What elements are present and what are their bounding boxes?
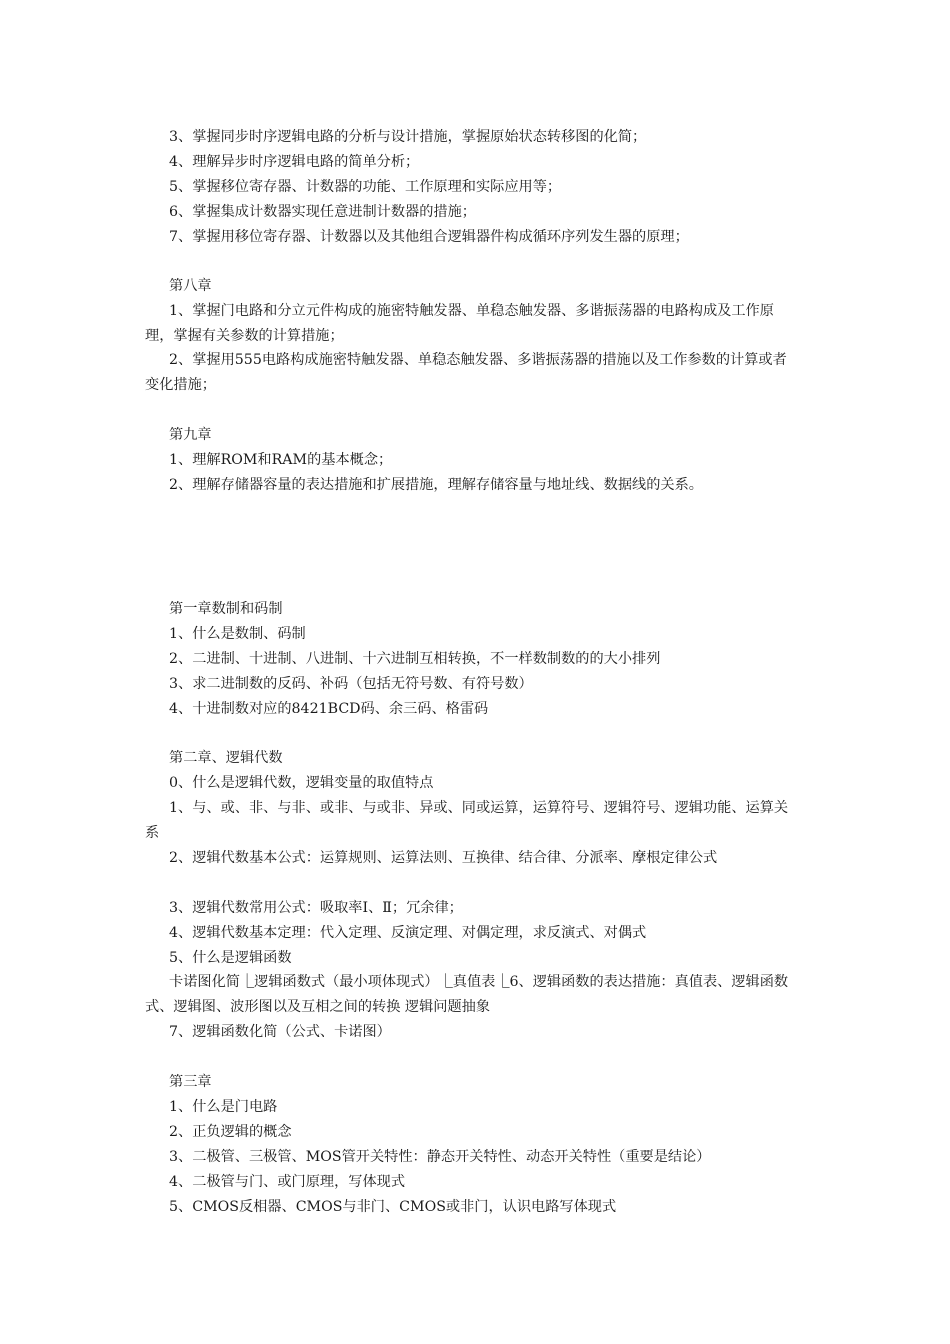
ch8-item-2: 2、掌握用555电路构成施密特触发器、单稳态触发器、多谐振荡器的措施以及工作参数的计算或者变化措施； bbox=[145, 352, 787, 393]
ch1-item-3: 3、求二进制数的反码、补码（包括无符号数、有符号数） bbox=[169, 676, 533, 692]
ch2-item-5: 5、什么是逻辑函数 bbox=[169, 950, 292, 966]
ch9-item-1: 1、理解ROM和RAM的基本概念； bbox=[169, 452, 393, 468]
ch3-heading: 第三章 bbox=[169, 1074, 212, 1090]
ch8-heading: 第八章 bbox=[169, 278, 212, 294]
ch3-item-5: 5、CMOS反相器、CMOS与非门、CMOS或非门，认识电路写体现式 bbox=[169, 1199, 617, 1215]
ch1-item-4: 4、十进制数对应的8421BCD码、余三码、格雷码 bbox=[169, 701, 489, 717]
ch9-item-2: 2、理解存储器容量的表达措施和扩展措施，理解存储容量与地址线、数据线的关系。 bbox=[169, 477, 703, 493]
ch1-heading: 第一章数制和码制 bbox=[169, 601, 283, 617]
ch9-heading: 第九章 bbox=[169, 427, 212, 443]
ch2-item-7: 7、逻辑函数化简（公式、卡诺图） bbox=[169, 1024, 391, 1040]
ch2-item-1: 1、与、或、非、与非、或非、与或非、异或、同或运算，运算符号、逻辑符号、逻辑功能、运算关系 bbox=[145, 800, 789, 841]
ch2-item-6: 卡诺图化简⎿逻辑函数式（最小项体现式）⎿真值表⎿6、逻辑函数的表达措施：真值表、逻辑函数式、逻辑图、波形图以及互相之间的转换 逻辑问题抽象 bbox=[145, 974, 789, 1015]
ch2-item-3: 3、逻辑代数常用公式：吸取率Ⅰ、Ⅱ；冗余律； bbox=[169, 900, 463, 916]
ch7-item-6: 6、掌握集成计数器实现任意进制计数器的措施； bbox=[169, 204, 476, 220]
ch2-item-0: 0、什么是逻辑代数，逻辑变量的取值特点 bbox=[169, 775, 434, 791]
ch7-item-5: 5、掌握移位寄存器、计数器的功能、工作原理和实际应用等； bbox=[169, 179, 562, 195]
ch7-item-3: 3、掌握同步时序逻辑电路的分析与设计措施，掌握原始状态转移图的化简； bbox=[169, 129, 647, 145]
ch2-item-2: 2、逻辑代数基本公式：运算规则、运算法则、互换律、结合律、分派率、摩根定律公式 bbox=[169, 850, 718, 866]
ch7-item-4: 4、理解异步时序逻辑电路的简单分析； bbox=[169, 154, 420, 170]
ch1-item-1: 1、什么是数制、码制 bbox=[169, 626, 306, 642]
ch7-item-7: 7、掌握用移位寄存器、计数器以及其他组合逻辑器件构成循环序列发生器的原理； bbox=[169, 229, 689, 245]
ch2-heading: 第二章、逻辑代数 bbox=[169, 750, 283, 766]
ch3-item-2: 2、正负逻辑的概念 bbox=[169, 1124, 292, 1140]
ch8-item-1: 1、掌握门电路和分立元件构成的施密特触发器、单稳态触发器、多谐振荡器的电路构成及工作原理，掌握有关参数的计算措施； bbox=[145, 303, 774, 344]
ch2-item-4: 4、逻辑代数基本定理：代入定理、反演定理、对偶定理，求反演式、对偶式 bbox=[169, 925, 647, 941]
ch3-item-4: 4、二极管与门、或门原理，写体现式 bbox=[169, 1174, 406, 1190]
ch3-item-3: 3、二极管、三极管、MOS管开关特性：静态开关特性、动态开关特性（重要是结论） bbox=[169, 1149, 711, 1165]
ch3-item-1: 1、什么是门电路 bbox=[169, 1099, 278, 1115]
ch1-item-2: 2、二进制、十进制、八进制、十六进制互相转换，不一样数制数的的大小排列 bbox=[169, 651, 661, 667]
